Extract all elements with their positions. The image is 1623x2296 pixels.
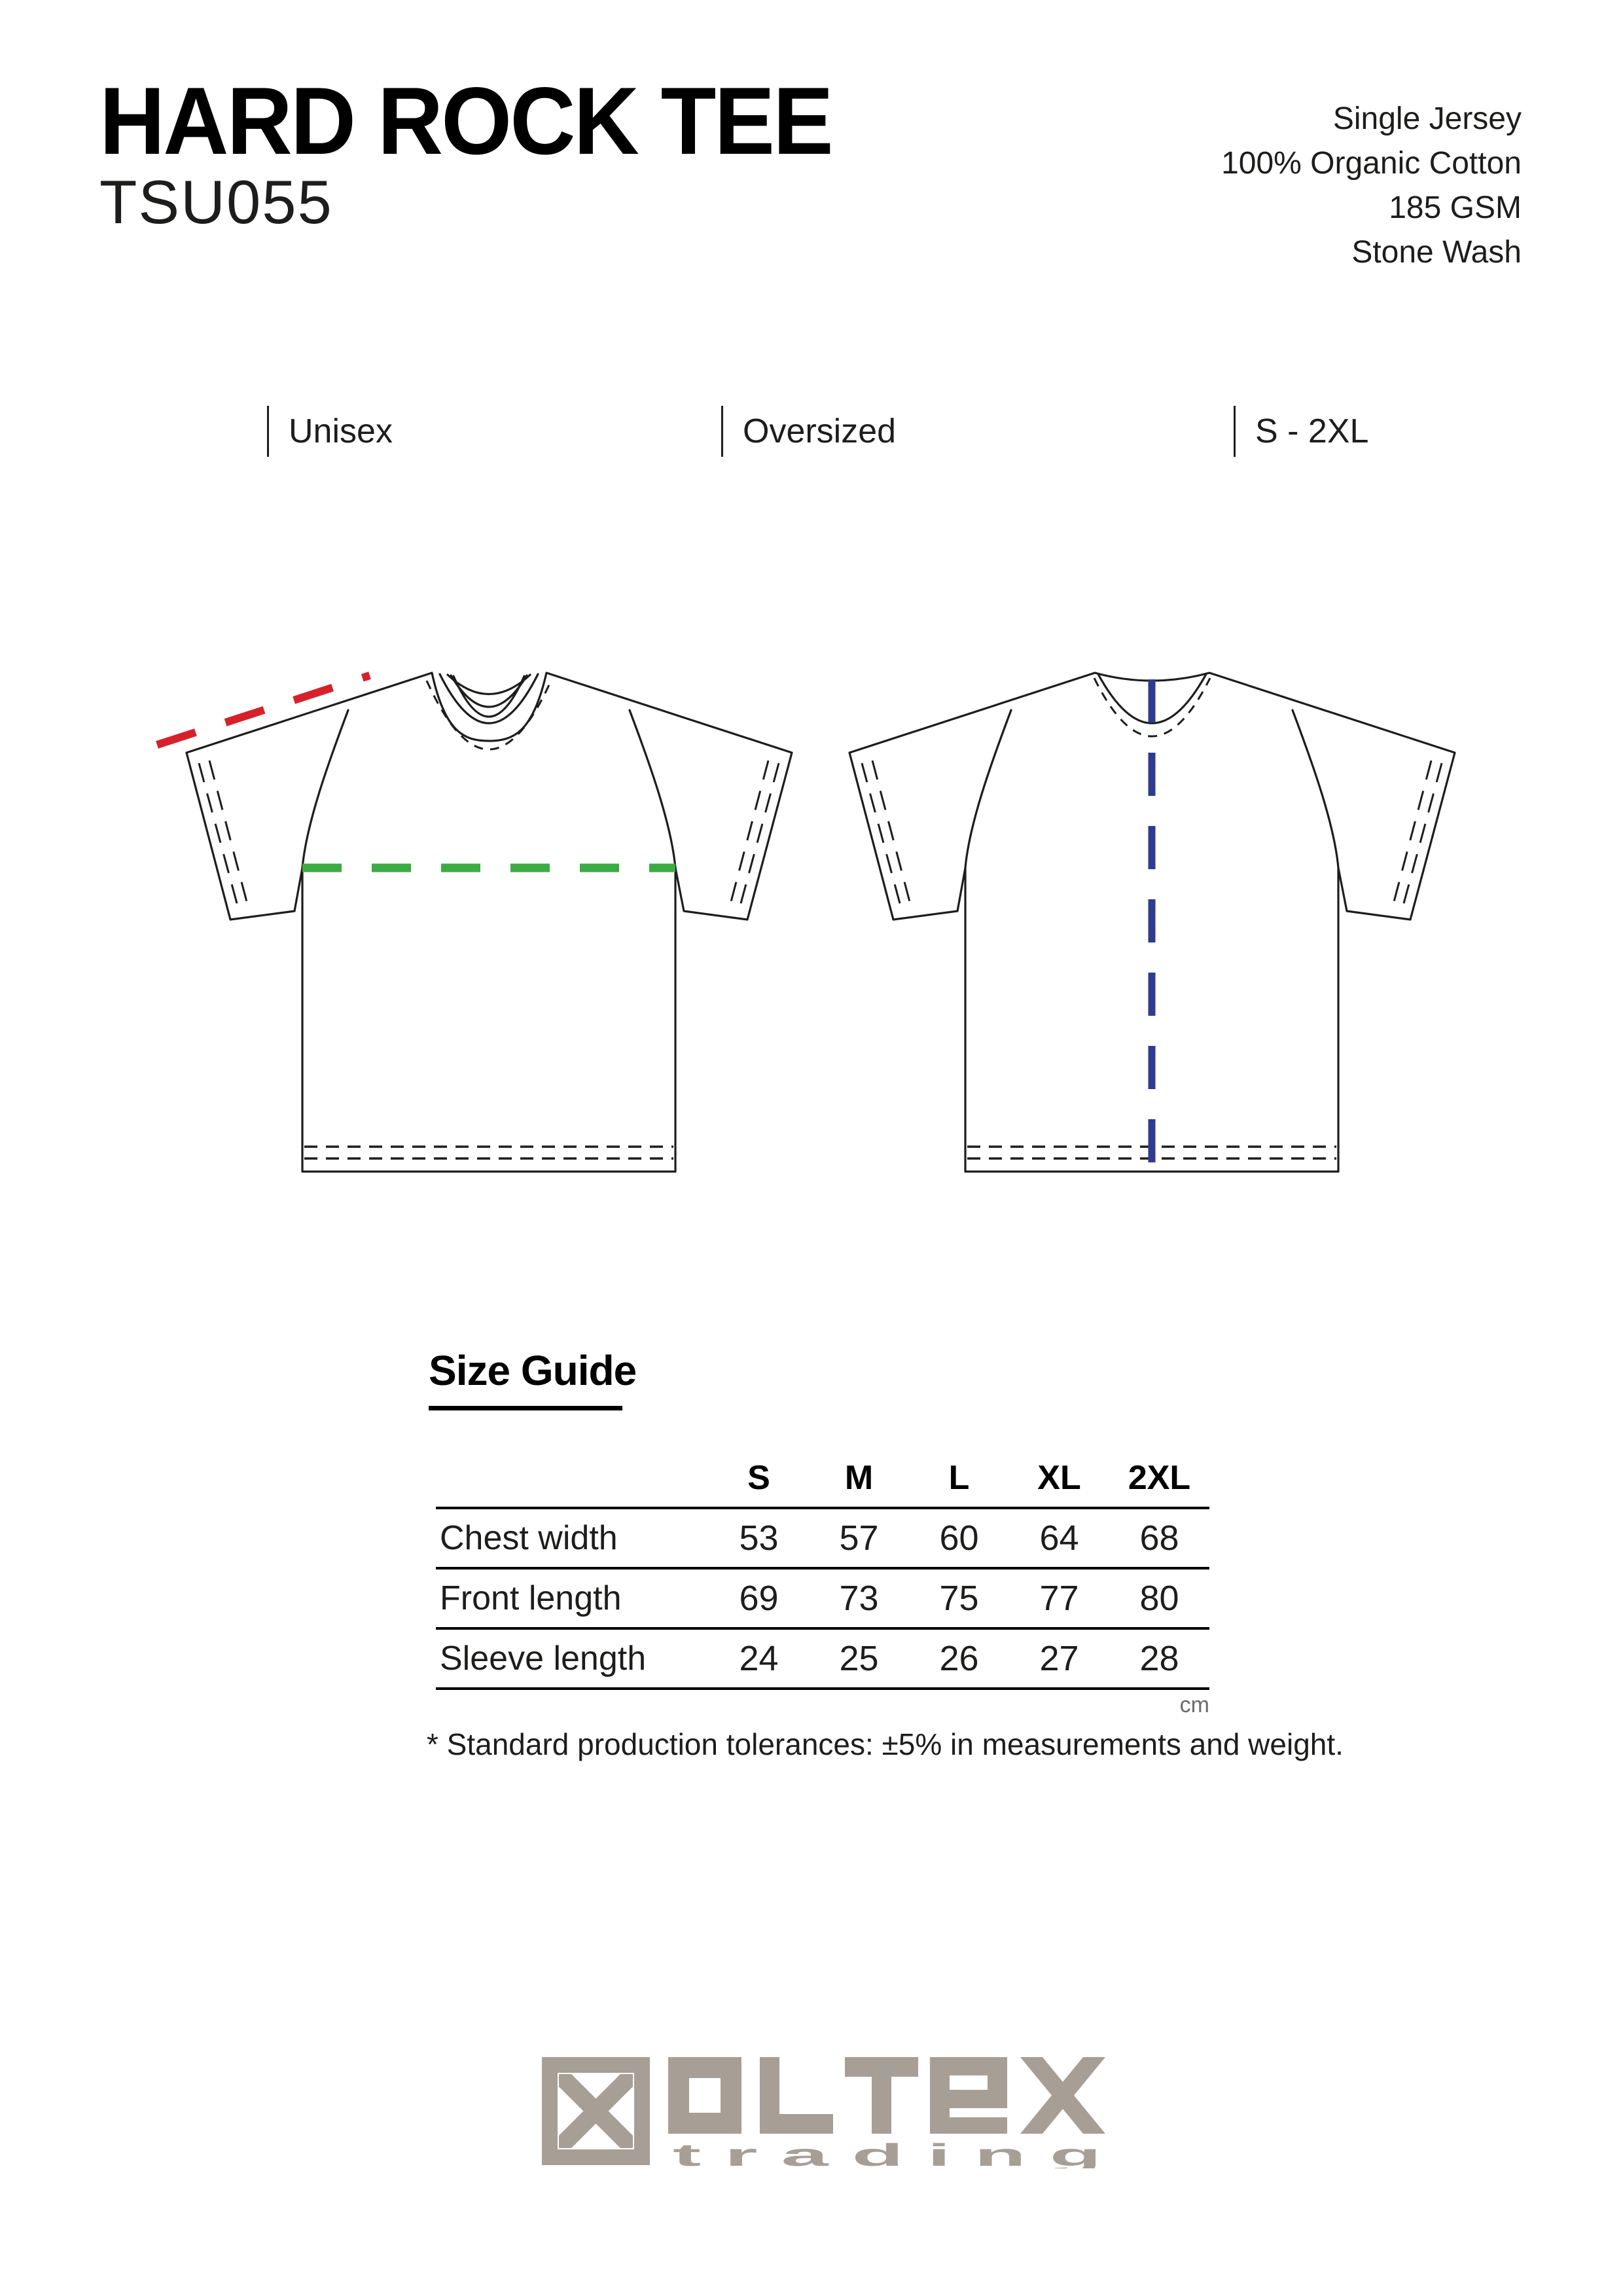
- collar-rib: [451, 675, 527, 707]
- column-header: 2XL: [1128, 1459, 1191, 1497]
- size-guide-heading: Size Guide: [429, 1347, 637, 1394]
- cell-value: 27: [1039, 1639, 1079, 1678]
- front-tee-drawing: [187, 673, 792, 1172]
- stitch-lines: [199, 678, 1442, 1158]
- logo-letter-e: [930, 2057, 1007, 2134]
- table-row-front-length: [436, 1568, 1209, 1628]
- oltex-logo-icon: [542, 2057, 1115, 2168]
- brand-logo: [542, 2057, 1115, 2168]
- style-code: TSU055: [99, 168, 333, 236]
- fabric-specs: [1221, 97, 1522, 275]
- heading-underline: [429, 1406, 622, 1410]
- cell-value: 68: [1139, 1518, 1179, 1558]
- logo-letter-l: [760, 2057, 833, 2134]
- attribute-oversized: Oversized: [721, 406, 896, 457]
- cell-value: 60: [939, 1518, 979, 1558]
- cell-value: 64: [1039, 1518, 1079, 1558]
- logo-letter-t: [845, 2057, 918, 2134]
- fabric-spec-line: 185 GSM: [1389, 190, 1522, 225]
- table-row-chest-width: [436, 1508, 1209, 1568]
- cell-value: 69: [739, 1579, 779, 1618]
- logo-letter-o: [668, 2057, 741, 2134]
- cell-value: 77: [1039, 1579, 1079, 1618]
- row-label: Chest width: [440, 1519, 618, 1557]
- cell-value: 28: [1139, 1639, 1179, 1678]
- cell-value: 80: [1139, 1579, 1179, 1618]
- column-header: M: [844, 1459, 874, 1497]
- cell-value: 53: [739, 1518, 779, 1558]
- cell-value: 75: [939, 1579, 979, 1618]
- back-armhole-right: [1293, 710, 1338, 868]
- table-row-sleeve-length: [436, 1628, 1209, 1689]
- fabric-spec-line: Single Jersey: [1332, 101, 1522, 136]
- cell-value: 24: [739, 1639, 779, 1678]
- back-armhole-left: [965, 710, 1011, 868]
- column-header: L: [948, 1459, 970, 1497]
- row-label: Sleeve length: [440, 1640, 647, 1677]
- cell-value: 73: [839, 1579, 879, 1618]
- row-label: Front length: [440, 1579, 622, 1617]
- unit-label: cm: [1179, 1693, 1209, 1717]
- tolerance-note: * Standard production tolerances: ±5% in measurements and weight.: [427, 1727, 1344, 1761]
- column-header: XL: [1037, 1459, 1081, 1497]
- brand-sub-label: t r a d i n g: [673, 2138, 1101, 2168]
- sleeve-length-line: [157, 675, 370, 745]
- front-armhole-right: [630, 710, 675, 868]
- size-table-header-row: [436, 1458, 1209, 1508]
- cell-value: 57: [839, 1518, 879, 1558]
- size-table-corner: [436, 1458, 709, 1508]
- column-header: S: [747, 1459, 770, 1497]
- attribute-unisex: Unisex: [267, 406, 393, 457]
- size-guide-table: [436, 1458, 1209, 1690]
- cell-value: 25: [839, 1639, 879, 1678]
- attribute-size-range: S - 2XL: [1234, 406, 1368, 457]
- page-title: HARD ROCK TEE: [99, 67, 832, 174]
- fabric-spec-line: Stone Wash: [1351, 235, 1522, 270]
- front-armhole-left: [302, 710, 348, 868]
- front-collar-stitch: [427, 681, 551, 749]
- garment-diagrams: [79, 576, 1571, 1230]
- cell-value: 26: [939, 1639, 979, 1678]
- logo-letter-x: [1020, 2057, 1105, 2134]
- fabric-spec-line: 100% Organic Cotton: [1221, 146, 1522, 181]
